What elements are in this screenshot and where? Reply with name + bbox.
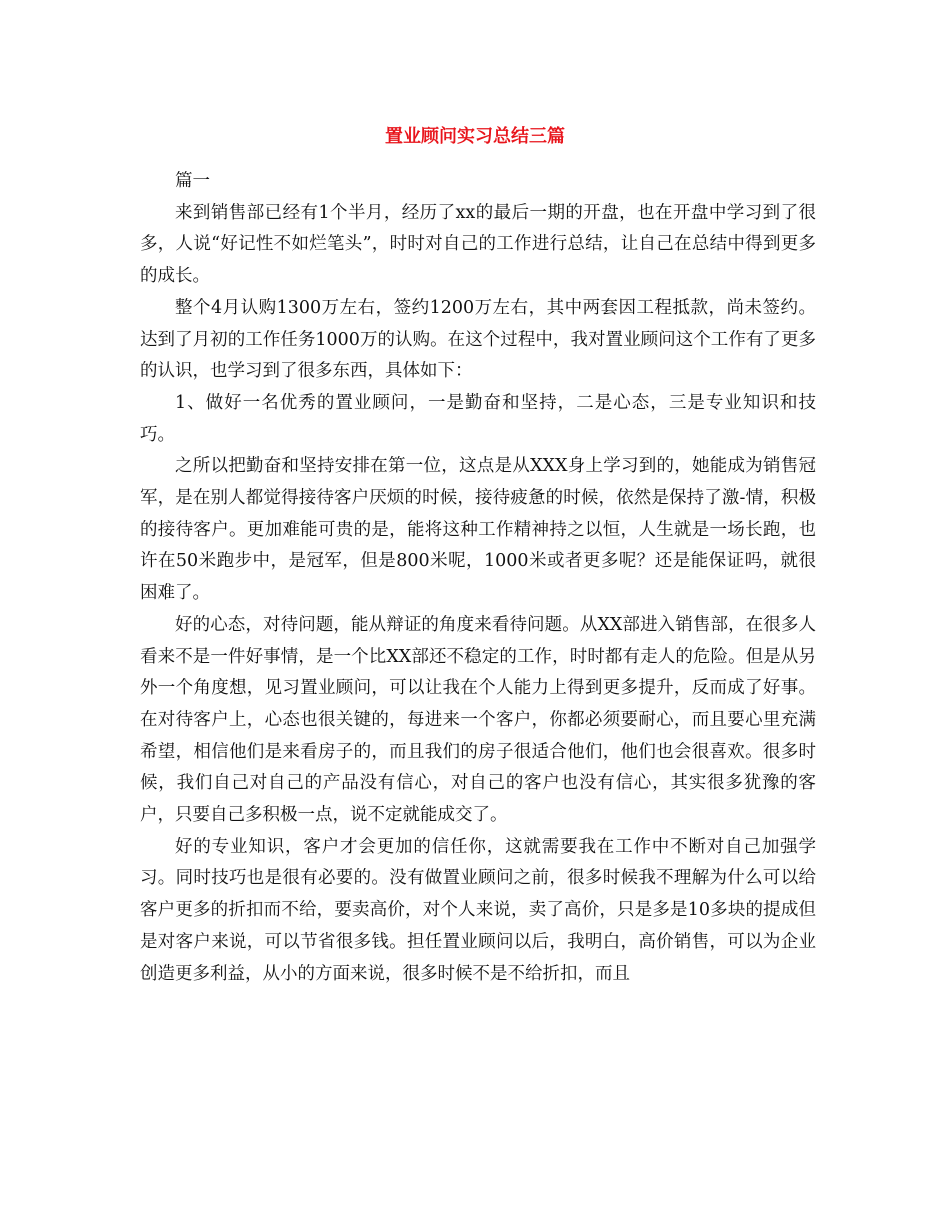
paragraph-2: 整个4月认购1300万左右，签约1200万左右，其中两套因工程抵款，尚未签约。达到了月初的工作任务1000万的认购。在这个过程中，我对置业顾问这个工作有了更多的认识，也学习到了很多东西，具体如下：	[140, 297, 816, 382]
paragraph-1: 来到销售部已经有1个半月，经历了xx的最后一期的开盘，也在开盘中学习到了很多，人说“好记性不如烂笔头”，时时对自己的工作进行总结，让自己在总结中得到更多的成长。	[140, 202, 816, 287]
paragraph-4: 之所以把勤奋和坚持安排在第一位，这点是从XXX身上学习到的，她能成为销售冠军，是在别人都觉得接待客户厌烦的时候，接待疲惫的时候，依然是保持了激-情，积极的接待客户。更加难能可贵的是，能将这种工作精神持之以恒，人生就是一场长跑，也许在50米跑步中，是冠军，但是800米呢，1000米或者更多呢？还是能保证吗，就很困难了。	[140, 456, 816, 604]
paragraph-6: 好的专业知识，客户才会更加的信任你，这就需要我在工作中不断对自己加强学习。同时技巧也是很有必要的。没有做置业顾问之前，很多时候我不理解为什么可以给客户更多的折扣而不给，要卖高价，对个人来说，卖了高价，只是多是10多块的提成但是对客户来说，可以节省很多钱。担任置业顾问以后，我明白，高价销售，可以为企业创造更多利益，从小的方面来说，很多时候不是不给折扣，而且	[140, 836, 816, 984]
paragraph-3: 1、做好一名优秀的置业顾问，一是勤奋和坚持，二是心态，三是专业知识和技巧。	[140, 392, 816, 445]
paragraph-5: 好的心态，对待问题，能从辩证的角度来看待问题。从XX部进入销售部，在很多人看来不是一件好事情，是一个比XX部还不稳定的工作，时时都有走人的危险。但是从另外一个角度想，见习置业顾问，可以让我在个人能力上得到更多提升，反而成了好事。在对待客户上，心态也很关键的，每进来一个客户，你都必须要耐心，而且要心里充满希望，相信他们是来看房子的，而且我们的房子很适合他们，他们也会很喜欢。很多时候，我们自己对自己的产品没有信心，对自己的客户也没有信心，其实很多犹豫的客户，只要自己多积极一点，说不定就能成交了。	[140, 614, 816, 826]
document-body	[140, 166, 816, 990]
section-label: 篇一	[175, 171, 210, 191]
document-title: 置业顾问实习总结三篇	[385, 126, 565, 147]
